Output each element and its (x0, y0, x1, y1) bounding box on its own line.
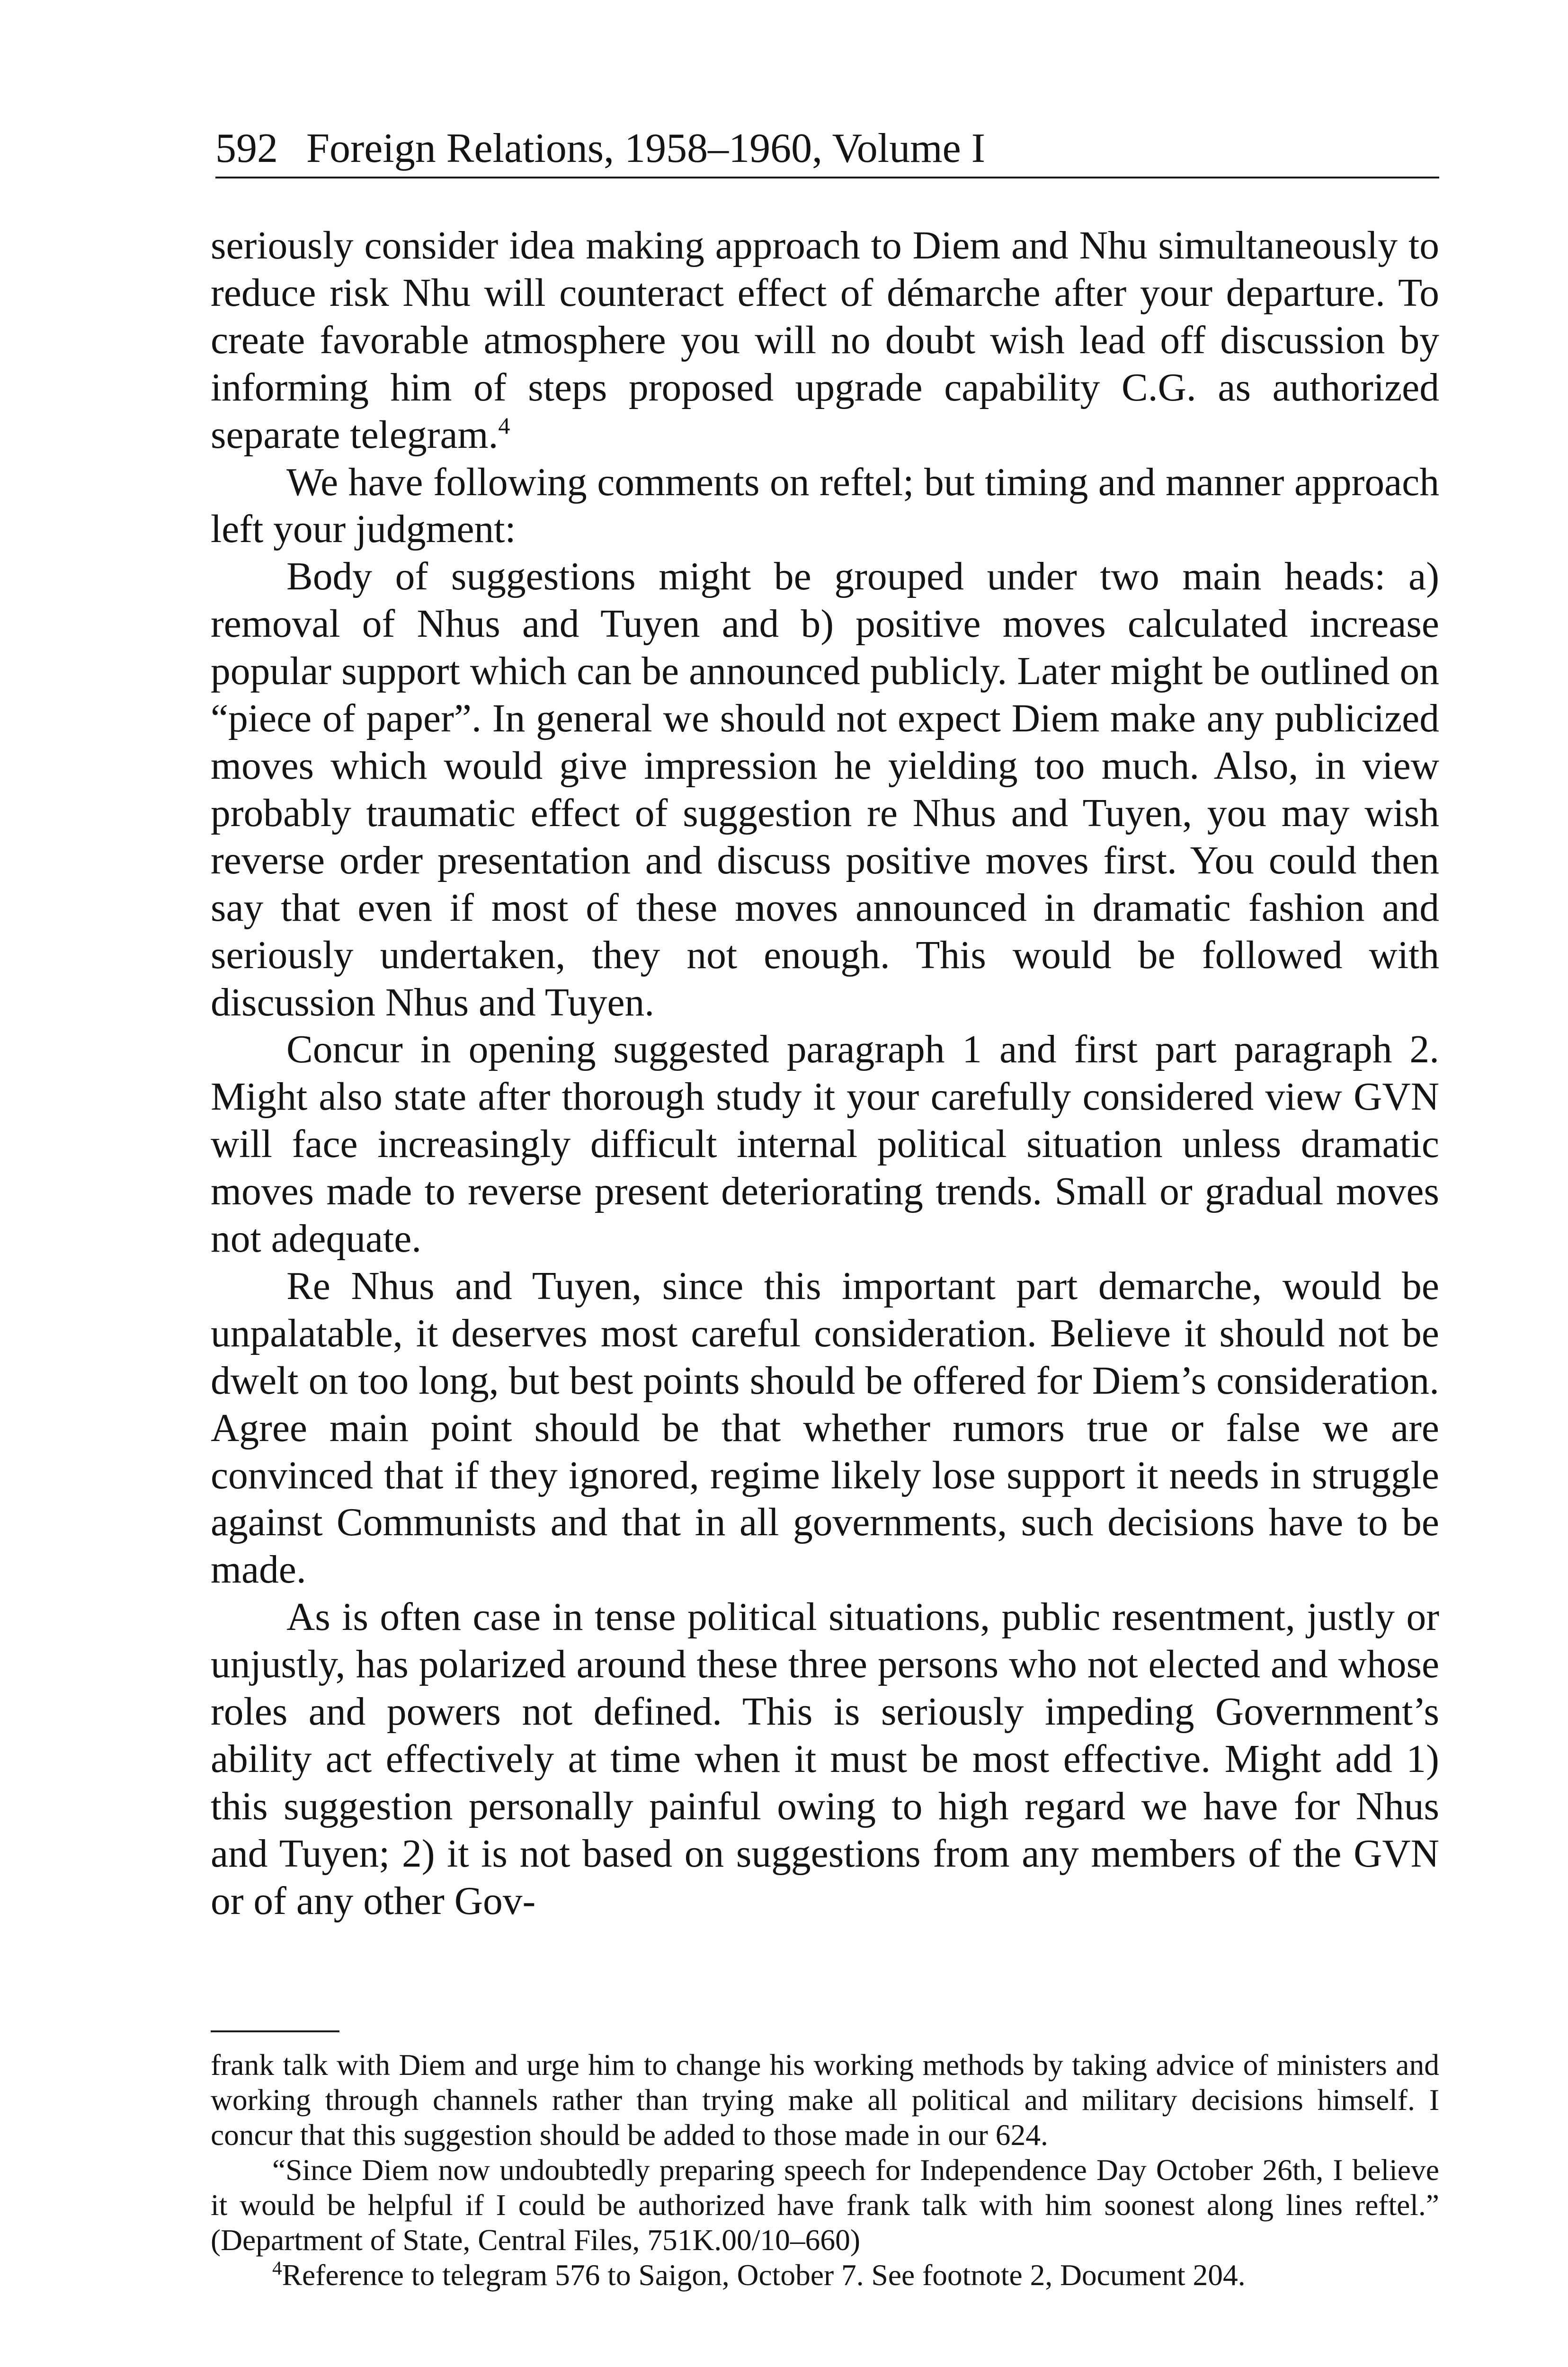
paragraph: As is often case in tense political situations, public resentment, justly or unjustly, has polarized around these three persons who not elected and whose roles and powers not defined. This is seriously impeding Government’s ability act effectively at time when it must be most effective. Might add 1) this suggestion personally painful owing to high regard we have for Nhus and Tuyen; 2) it is not based on suggestions from any members of the GVN or of any other Gov- (211, 1595, 1439, 1923)
running-header (215, 121, 1439, 178)
body-text (211, 222, 1439, 1925)
footnote-continued: frank talk with Diem and urge him to change his working methods by taking advice of ministers and working through channels rather than trying make all political and military decisions himself. I concur that this suggestion should be added to those made in our 624. (211, 2048, 1439, 2152)
footnote-reference-4: 4 (498, 412, 510, 439)
paragraph: Concur in opening suggested paragraph 1 and first part paragraph 2. Might also state after thorough study it your carefully considered view GVN will face increasingly difficult internal political situation unless dramatic moves made to reverse present deteriorating trends. Small or gradual moves not adequate. (211, 1028, 1439, 1261)
footnote-4 (211, 2258, 1439, 2293)
page-number: 592 (215, 125, 278, 171)
paragraph: Re Nhus and Tuyen, since this important part demarche, would be unpalatable, it deserves most careful consideration. Believe it should not be dwelt on too long, but best points should be offered for Diem’s consideration. Agree main point should be that whether rumors true or false we are convinced that if they ignored, regime likely lose support it needs in struggle against Communists and that in all governments, such decisions have to be made. (211, 1264, 1439, 1592)
footnote-quote: “Since Diem now undoubtedly preparing speech for Independence Day October 26th, I believe it would be helpful if I could be authorized have frank talk with him soonest along lines reftel.” (Department of State, Central Files, 751K.00/10–660) (211, 2153, 1439, 2257)
footnotes (211, 2047, 1439, 2293)
paragraph: Body of suggestions might be grouped under two main heads: a) removal of Nhus and Tuyen and b) positive moves calculated increase popular support which can be announced publicly. Later might be outlined on “piece of paper”. In general we should not expect Diem make any publicized moves which would give impression he yielding too much. Also, in view probably traumatic effect of suggestion re Nhus and Tuyen, you may wish reverse order presentation and discuss positive moves first. You could then say that even if most of these moves announced in dramatic fashion and seriously undertaken, they not enough. This would be followed with discussion Nhus and Tuyen. (211, 555, 1439, 1024)
footnote-4-text: Reference to telegram 576 to Saigon, October 7. See footnote 2, Document 204. (282, 2258, 1246, 2292)
footnote-divider (211, 2030, 339, 2032)
paragraph: We have following comments on reftel; but timing and manner approach left your judgment: (211, 460, 1439, 552)
footnote-marker: 4 (272, 2257, 282, 2279)
running-title: Foreign Relations, 1958–1960, Volume I (306, 125, 986, 171)
paragraph-continued: seriously consider idea making approach to Diem and Nhu simultaneously to reduce risk Nhu will counteract effect of démarche after your departure. To create favorable atmosphere you will no doubt wish lead off discussion by informing him of steps proposed upgrade capability C.G. as authorized separate telegram.$^4$ (211, 224, 1439, 457)
